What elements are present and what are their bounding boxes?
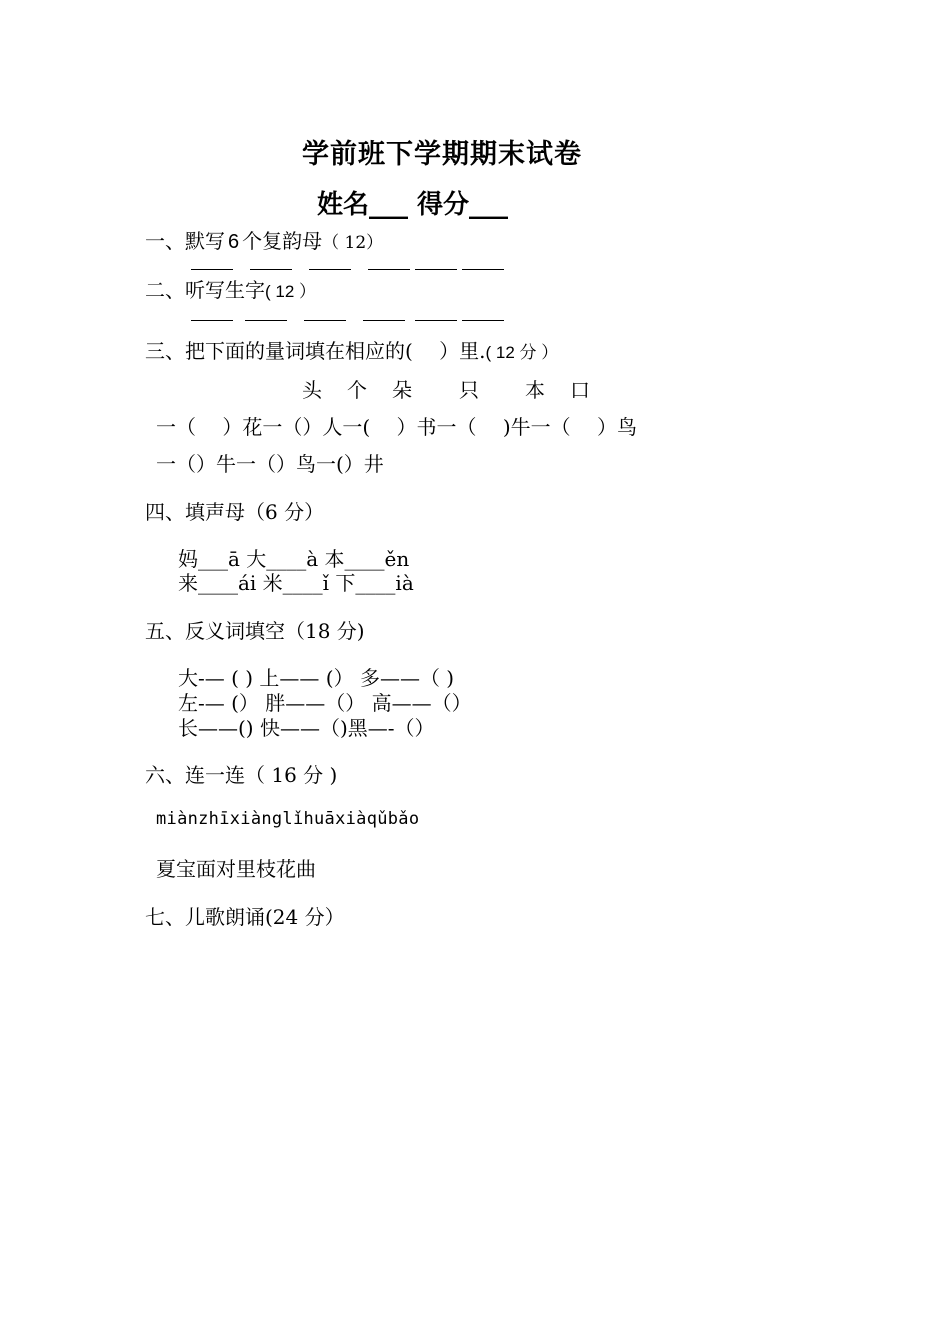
measure-word: 朵 — [392, 378, 412, 402]
antonym-line-1: 大-— ( ) 上—— (） 多——（ ) — [178, 666, 455, 690]
hanzi-row: 夏宝面对里枝花曲 — [156, 857, 316, 881]
section-1-points: （ 12） — [322, 233, 384, 253]
answer-blank[interactable] — [462, 269, 504, 270]
page-title: 学前班下学期期末试卷 — [302, 139, 582, 170]
section-1-heading — [145, 225, 383, 254]
section-2-heading — [145, 274, 316, 303]
answer-blank[interactable] — [245, 320, 287, 321]
section-5-heading: 五、反义词填空（18 分) — [145, 619, 365, 643]
answer-blank[interactable] — [415, 320, 457, 321]
measure-word: 头 — [302, 378, 322, 402]
answer-blank[interactable] — [191, 320, 233, 321]
section-1-title: 一、默写 — [145, 229, 225, 253]
answer-blank[interactable] — [304, 320, 346, 321]
answer-blank[interactable] — [250, 269, 292, 270]
section-3-title: 三、把下面的量词填在相应的( ）里. — [145, 339, 486, 363]
section-6-heading: 六、连一连（ 16 分 ) — [145, 763, 338, 787]
section-1-title-rest: 个复韵母 — [242, 229, 323, 253]
name-score-line: 姓名___ 得分___ — [317, 190, 509, 220]
section-3-points: ( 12 分 ） — [485, 343, 559, 362]
measure-word: 本 — [525, 378, 545, 402]
initials-line-1: 妈___ā 大____à 本____ěn — [178, 547, 410, 571]
section-4-heading: 四、填声母（6 分） — [145, 500, 325, 524]
measure-word: 口 — [570, 378, 590, 402]
section-2-points: ( 12 ） — [265, 282, 317, 301]
measure-fill-row-1: 一（ ）花一（）人一( ）书一（ )牛一（ ）鸟 — [156, 415, 638, 439]
answer-blank[interactable] — [415, 269, 457, 270]
section-3-heading — [145, 335, 558, 364]
answer-blank[interactable] — [363, 320, 405, 321]
measure-word: 个 — [347, 378, 367, 402]
pinyin-row: miànzhīxiànglǐhuāxiàqǔbǎo — [156, 809, 420, 829]
initials-line-2: 来____ái 米____ǐ 下____ià — [178, 571, 414, 595]
section-2-title: 二、听写生字 — [145, 278, 265, 302]
antonym-line-3: 长——() 快——（)黑—-（） — [178, 716, 435, 740]
measure-word: 只 — [459, 378, 479, 402]
section-7-heading: 七、儿歌朗诵(24 分） — [145, 905, 345, 929]
answer-blank[interactable] — [191, 269, 233, 270]
answer-blank[interactable] — [462, 320, 504, 321]
answer-blank[interactable] — [309, 269, 351, 270]
section-1-count: 6 — [228, 231, 240, 253]
answer-blank[interactable] — [368, 269, 410, 270]
antonym-line-2: 左-— (） 胖——（） 高——（） — [178, 691, 472, 715]
measure-fill-row-2: 一（）牛一（）鸟一(）井 — [156, 452, 384, 476]
